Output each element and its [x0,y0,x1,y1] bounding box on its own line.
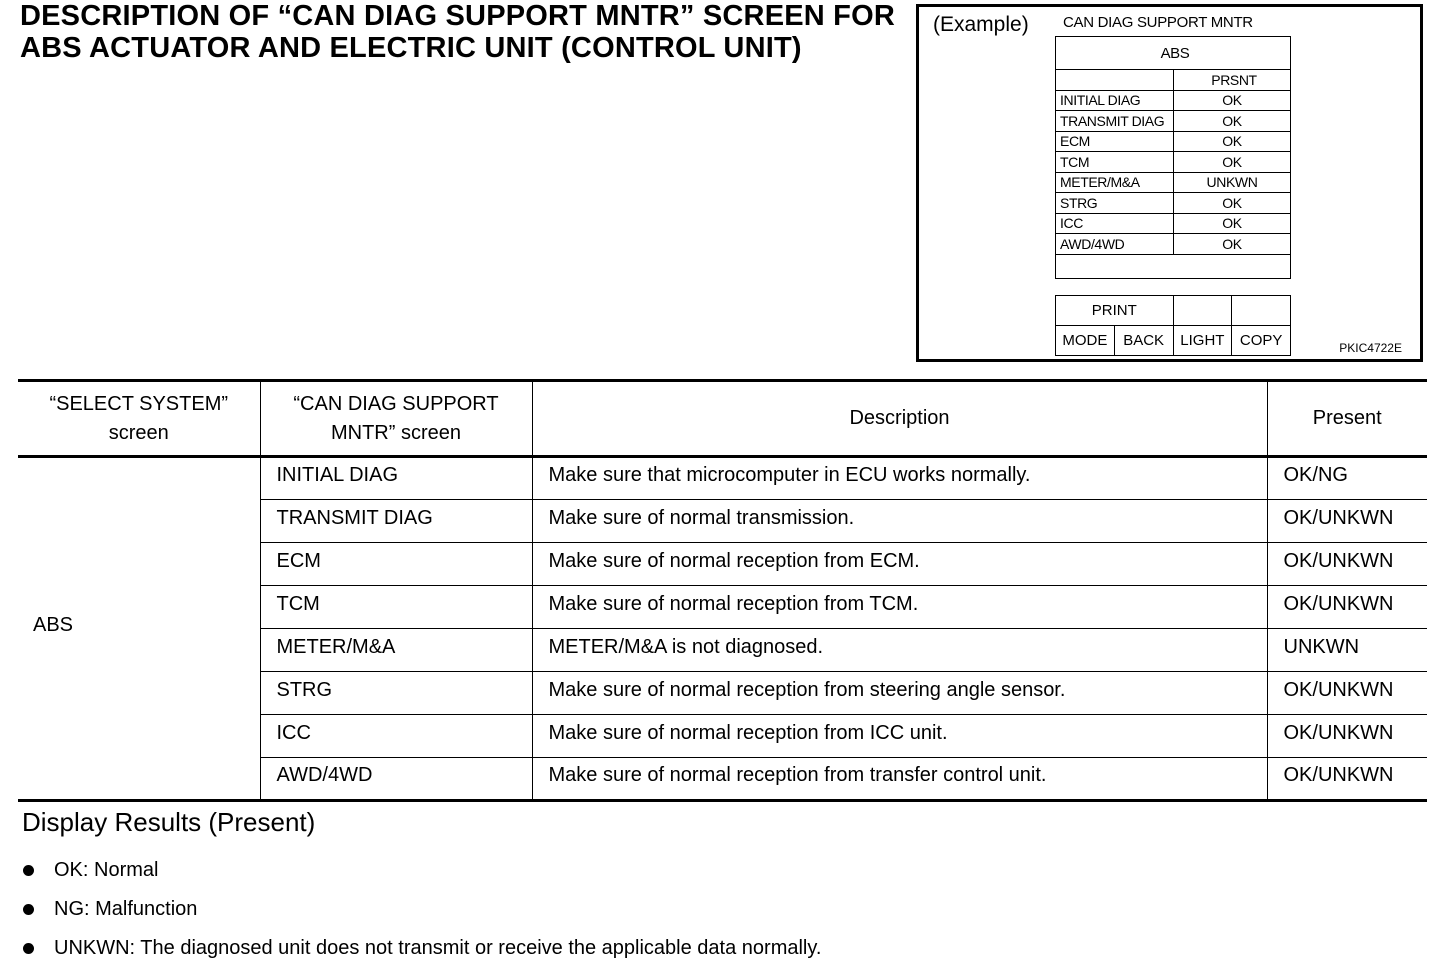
example-screen-table [1055,36,1291,279]
example-row-item: METER/M&A [1056,172,1174,193]
present-cell: OK/UNKWN [1267,672,1427,715]
item-cell: AWD/4WD [260,758,532,801]
print-button[interactable]: PRINT [1056,296,1174,326]
example-prsnt-header: PRSNT [1174,70,1291,91]
select-system-header-line1: “SELECT SYSTEM” [49,392,229,415]
item-cell: STRG [260,672,532,715]
description-cell: Make sure of normal reception from steering angle sensor. [532,672,1267,715]
example-system-cell: ABS [1056,37,1291,70]
bullet-icon [23,865,34,876]
example-row-item: ECM [1056,131,1174,152]
present-header: Present [1267,381,1427,457]
description-cell: Make sure of normal reception from ECM. [532,543,1267,586]
description-header: Description [532,381,1267,457]
example-row-item: STRG [1056,193,1174,214]
description-cell: METER/M&A is not diagnosed. [532,629,1267,672]
example-row-item: INITIAL DIAG [1056,90,1174,111]
example-row-item: TCM [1056,152,1174,173]
example-row-value: OK [1174,234,1291,255]
legend-item [20,851,821,890]
example-row-value: OK [1174,111,1291,132]
item-cell: TRANSMIT DIAG [260,500,532,543]
mode-button[interactable]: MODE [1056,326,1115,356]
example-row [1056,90,1291,111]
legend-text: UNKWN: The diagnosed unit does not transmit or receive the applicable data normally. [54,937,822,959]
example-row-item: TRANSMIT DIAG [1056,111,1174,132]
present-cell: OK/UNKWN [1267,758,1427,801]
results-title: Display Results (Present) [22,807,316,837]
item-cell: ICC [260,715,532,758]
description-cell: Make sure of normal transmission. [532,500,1267,543]
example-row-item: ICC [1056,213,1174,234]
present-cell: OK/UNKWN [1267,500,1427,543]
can-diag-header-line2: MNTR” screen [330,421,461,444]
legend-item [20,890,821,929]
legend-text: OK: Normal [54,859,159,881]
example-row [1056,234,1291,255]
item-cell: INITIAL DIAG [260,457,532,500]
example-row [1056,172,1291,193]
example-row-item: AWD/4WD [1056,234,1174,255]
present-cell: OK/UNKWN [1267,586,1427,629]
copy-button[interactable]: COPY [1232,326,1291,356]
example-label: (Example) [933,13,1029,36]
example-row-value: OK [1174,131,1291,152]
description-cell: Make sure of normal reception from transfer control unit. [532,758,1267,801]
description-cell: Make sure of normal reception from ICC unit. [532,715,1267,758]
figure-id: PKIC4722E [1339,341,1402,355]
description-cell: Make sure that microcomputer in ECU works normally. [532,457,1267,500]
example-row [1056,213,1291,234]
present-cell: OK/NG [1267,457,1427,500]
light-button[interactable]: LIGHT [1173,326,1232,356]
back-button[interactable]: BACK [1114,326,1173,356]
empty-button-slot [1173,296,1232,326]
example-empty-header-cell [1056,70,1174,91]
item-cell: TCM [260,586,532,629]
results-legend [20,851,821,968]
table-row [18,457,1427,500]
system-cell: ABS [33,614,74,636]
bullet-icon [23,943,34,954]
example-row-value: UNKWN [1174,172,1291,193]
screen-title: CAN DIAG SUPPORT MNTR [1063,14,1253,31]
example-row [1056,152,1291,173]
example-row [1056,131,1291,152]
present-cell: OK/UNKWN [1267,715,1427,758]
legend-item [20,929,821,968]
description-table [18,379,1427,802]
description-cell: Make sure of normal reception from TCM. [532,586,1267,629]
present-cell: UNKWN [1267,629,1427,672]
empty-button-slot [1232,296,1291,326]
bullet-icon [23,904,34,915]
present-cell: OK/UNKWN [1267,543,1427,586]
can-diag-header [260,381,532,457]
example-row-value: OK [1174,213,1291,234]
item-cell: METER/M&A [260,629,532,672]
example-row [1056,193,1291,214]
example-blank-row [1056,254,1291,278]
select-system-header-line2: screen [108,421,169,444]
legend-text: NG: Malfunction [54,898,198,920]
example-row [1056,111,1291,132]
item-cell: ECM [260,543,532,586]
select-system-header [18,381,260,457]
example-blank-cell [1056,254,1291,278]
example-screen-buttons [1055,295,1291,356]
example-row-value: OK [1174,193,1291,214]
example-row-value: OK [1174,152,1291,173]
can-diag-header-line1: “CAN DIAG SUPPORT [293,392,499,415]
example-row-value: OK [1174,90,1291,111]
page-heading: DESCRIPTION OF “CAN DIAG SUPPORT MNTR” SCREEN FOR ABS ACTUATOR AND ELECTRIC UNIT (CONTROL UNIT) [20,0,895,64]
example-screen-figure [916,4,1423,362]
